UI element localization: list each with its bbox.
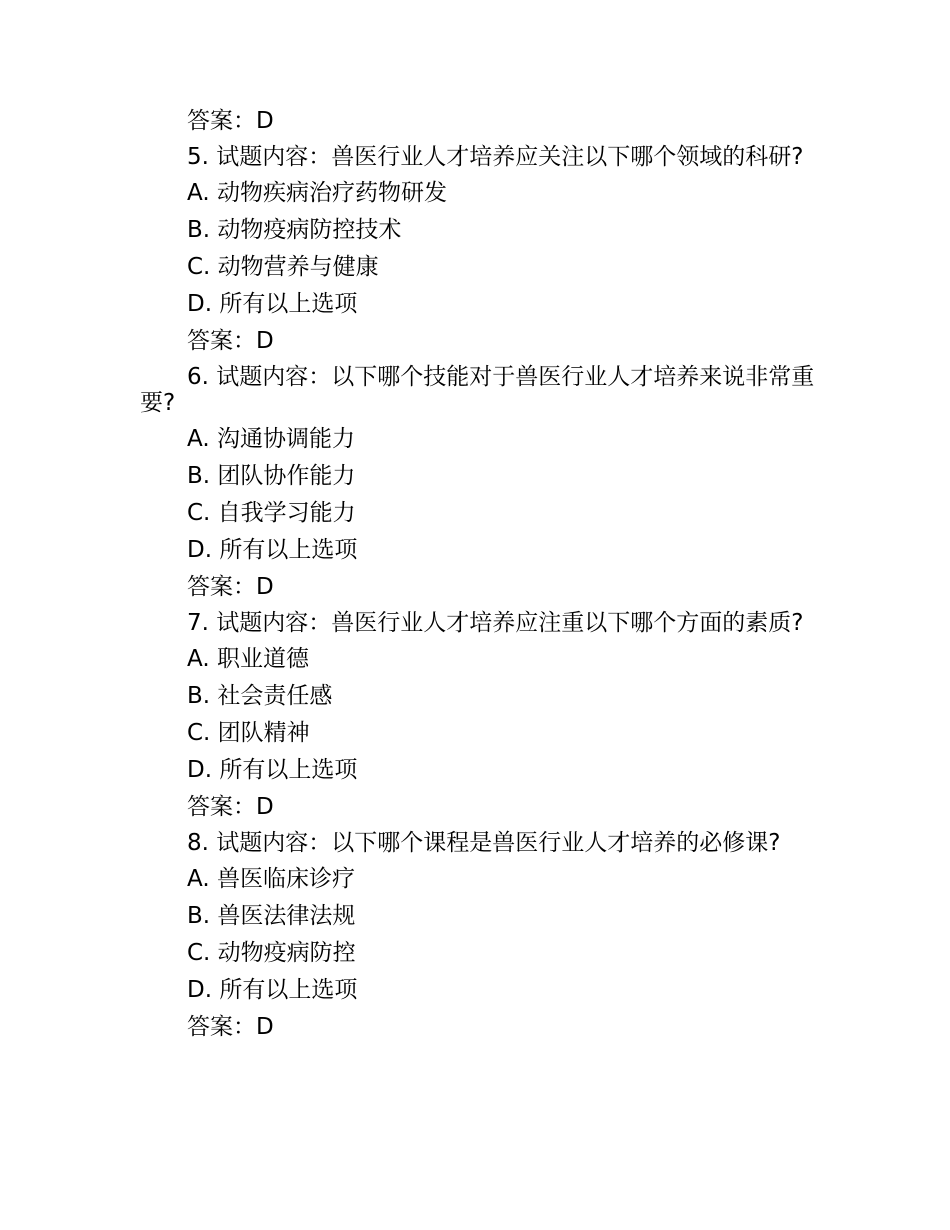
option-d: D. 所有以上选项 <box>187 291 358 317</box>
option-a: A. 动物疾病治疗药物研发 <box>187 180 447 206</box>
option-c: C. 自我学习能力 <box>187 500 356 526</box>
question-block <box>140 826 830 1046</box>
question-text: 5. 试题内容：兽医行业人才培养应关注以下哪个领域的科研? <box>187 144 804 170</box>
option-d: D. 所有以上选项 <box>187 757 358 783</box>
answer-line: 答案：D <box>187 1014 274 1040</box>
option-a: A. 职业道德 <box>187 646 309 672</box>
option-b: B. 兽医法律法规 <box>187 903 356 929</box>
question-block <box>140 606 830 826</box>
option-d: D. 所有以上选项 <box>187 537 358 563</box>
option-c: C. 团队精神 <box>187 720 310 746</box>
quiz-content <box>140 103 830 1046</box>
question-block <box>140 360 830 606</box>
question-text: 8. 试题内容：以下哪个课程是兽医行业人才培养的必修课? <box>187 830 781 856</box>
question-text: 7. 试题内容：兽医行业人才培养应注重以下哪个方面的素质? <box>187 610 804 636</box>
question-text: 6. 试题内容：以下哪个技能对于兽医行业人才培养来说非常重要? <box>140 364 815 416</box>
option-b: B. 社会责任感 <box>187 683 333 709</box>
option-b: B. 团队协作能力 <box>187 463 356 489</box>
option-d: D. 所有以上选项 <box>187 977 358 1003</box>
option-a: A. 兽医临床诊疗 <box>187 866 355 892</box>
option-c: C. 动物疫病防控 <box>187 940 356 966</box>
answer-line: 答案：D <box>187 574 274 600</box>
option-b: B. 动物疫病防控技术 <box>187 217 402 243</box>
option-c: C. 动物营养与健康 <box>187 254 379 280</box>
option-a: A. 沟通协调能力 <box>187 426 355 452</box>
question-block <box>140 140 830 360</box>
answer-line: 答案：D <box>187 794 274 820</box>
answer-line: 答案：D <box>187 108 274 134</box>
answer-line: 答案：D <box>187 328 274 354</box>
